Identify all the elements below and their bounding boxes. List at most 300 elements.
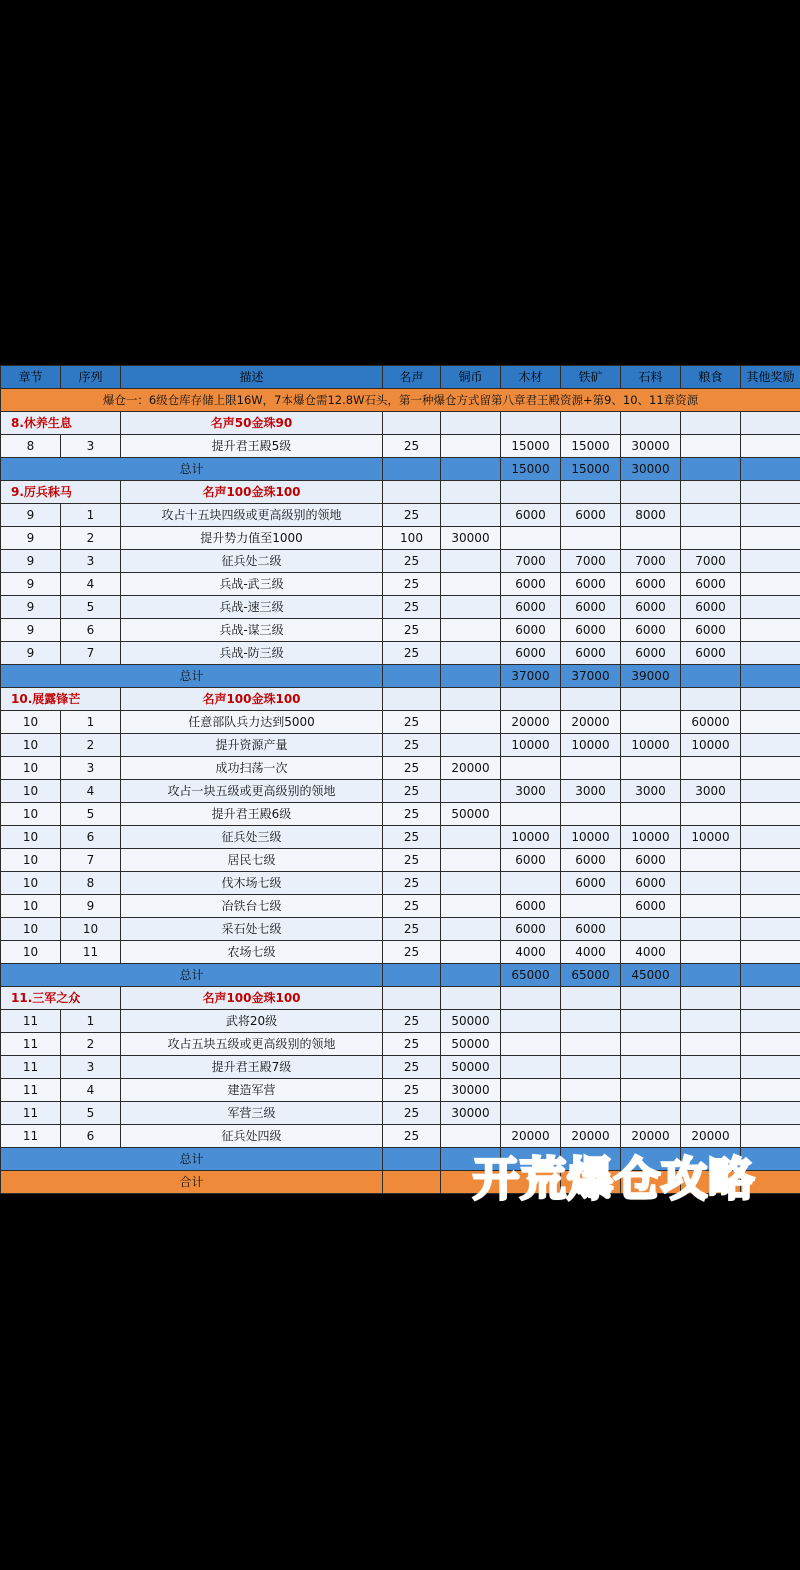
table-cell xyxy=(561,1079,621,1102)
resource-table xyxy=(0,365,800,1194)
table-cell: 6000 xyxy=(501,504,561,527)
empty-cell xyxy=(501,412,561,435)
table-cell: 任意部队兵力达到5000 xyxy=(121,711,383,734)
table-cell xyxy=(561,1010,621,1033)
table-cell: 8 xyxy=(61,872,121,895)
empty-cell xyxy=(741,987,800,1010)
table-cell xyxy=(501,757,561,780)
table-cell xyxy=(681,918,741,941)
table-cell: 9 xyxy=(61,895,121,918)
table-cell xyxy=(741,734,800,757)
table-row xyxy=(1,1056,800,1079)
table-cell xyxy=(561,527,621,550)
empty-cell xyxy=(441,987,501,1010)
table-row xyxy=(1,941,800,964)
table-cell: 征兵处二级 xyxy=(121,550,383,573)
table-row xyxy=(1,711,800,734)
table-cell: 10000 xyxy=(561,734,621,757)
empty-cell xyxy=(383,1171,441,1194)
empty-cell xyxy=(441,458,501,481)
total-iron: 65000 xyxy=(561,964,621,987)
table-cell xyxy=(741,1125,800,1148)
empty-cell xyxy=(741,412,800,435)
empty-cell xyxy=(681,688,741,711)
table-cell: 采石处七级 xyxy=(121,918,383,941)
empty-cell xyxy=(561,987,621,1010)
table-cell xyxy=(441,573,501,596)
table-row xyxy=(1,918,800,941)
total-label: 总计 xyxy=(1,1148,383,1171)
empty-cell xyxy=(681,665,741,688)
table-cell xyxy=(621,757,681,780)
empty-cell xyxy=(681,987,741,1010)
table-cell: 30000 xyxy=(621,435,681,458)
table-cell: 11 xyxy=(1,1010,61,1033)
table-cell xyxy=(741,550,800,573)
table-cell: 10 xyxy=(1,780,61,803)
table-cell: 25 xyxy=(383,504,441,527)
table-cell: 兵战-谋三级 xyxy=(121,619,383,642)
table-cell: 6000 xyxy=(501,895,561,918)
table-cell xyxy=(441,826,501,849)
table-row xyxy=(1,826,800,849)
table-cell: 9 xyxy=(1,619,61,642)
section-total-row xyxy=(1,665,800,688)
table-cell xyxy=(741,1033,800,1056)
total-stone: 39000 xyxy=(621,665,681,688)
table-cell xyxy=(561,1102,621,1125)
table-cell: 20000 xyxy=(501,711,561,734)
table-cell xyxy=(441,711,501,734)
table-cell: 2 xyxy=(61,1033,121,1056)
table-cell: 9 xyxy=(1,642,61,665)
table-cell: 10000 xyxy=(561,826,621,849)
table-row xyxy=(1,435,800,458)
table-cell: 11 xyxy=(1,1079,61,1102)
table-cell: 6000 xyxy=(561,504,621,527)
table-cell: 6 xyxy=(61,619,121,642)
table-cell: 25 xyxy=(383,849,441,872)
table-cell: 9 xyxy=(1,527,61,550)
table-cell: 7000 xyxy=(681,550,741,573)
table-cell: 10 xyxy=(1,872,61,895)
table-cell: 25 xyxy=(383,550,441,573)
table-row xyxy=(1,504,800,527)
table-cell: 5 xyxy=(61,803,121,826)
table-cell: 4000 xyxy=(561,941,621,964)
header-cell: 序列 xyxy=(61,366,121,389)
table-cell xyxy=(741,780,800,803)
header-cell: 章节 xyxy=(1,366,61,389)
table-row xyxy=(1,550,800,573)
table-cell: 20000 xyxy=(561,1125,621,1148)
section-header-row xyxy=(1,412,800,435)
empty-cell xyxy=(621,412,681,435)
header-cell: 铜币 xyxy=(441,366,501,389)
table-cell xyxy=(681,1056,741,1079)
table-cell: 100 xyxy=(383,527,441,550)
table-cell: 25 xyxy=(383,734,441,757)
total-wood: 37000 xyxy=(501,665,561,688)
table-cell: 攻占五块五级或更高级别的领地 xyxy=(121,1033,383,1056)
table-cell xyxy=(441,895,501,918)
section-reward: 名声100金珠100 xyxy=(121,987,383,1010)
table-cell: 10000 xyxy=(621,826,681,849)
section-total-row xyxy=(1,458,800,481)
table-row xyxy=(1,1125,800,1148)
table-cell xyxy=(681,803,741,826)
table-row xyxy=(1,803,800,826)
table-cell: 6000 xyxy=(501,619,561,642)
table-cell: 6 xyxy=(61,826,121,849)
table-cell xyxy=(441,596,501,619)
table-cell xyxy=(741,573,800,596)
empty-cell xyxy=(383,665,441,688)
table-cell: 25 xyxy=(383,642,441,665)
table-cell: 10 xyxy=(1,826,61,849)
table-cell: 11 xyxy=(1,1033,61,1056)
empty-cell xyxy=(441,688,501,711)
section-title: 9.厉兵秣马 xyxy=(1,481,121,504)
table-cell: 25 xyxy=(383,872,441,895)
empty-cell xyxy=(621,481,681,504)
table-cell xyxy=(681,435,741,458)
table-cell: 10 xyxy=(1,734,61,757)
resource-table-sheet xyxy=(0,365,800,1194)
table-cell xyxy=(621,1079,681,1102)
table-cell: 3 xyxy=(61,435,121,458)
table-row xyxy=(1,1102,800,1125)
table-cell: 20000 xyxy=(681,1125,741,1148)
empty-cell xyxy=(501,688,561,711)
table-cell xyxy=(741,435,800,458)
table-cell: 11 xyxy=(61,941,121,964)
table-cell xyxy=(741,757,800,780)
table-cell: 20000 xyxy=(501,1125,561,1148)
table-cell: 10 xyxy=(61,918,121,941)
total-iron: 15000 xyxy=(561,458,621,481)
table-cell xyxy=(621,1102,681,1125)
note-text: 爆仓一：6级仓库存储上限16W，7本爆仓需12.8W石头，第一种爆仓方式留第八章君王殿资源+第9、10、11章资源 xyxy=(1,389,800,412)
table-cell: 6000 xyxy=(561,573,621,596)
table-cell xyxy=(441,504,501,527)
section-reward: 名声50金珠90 xyxy=(121,412,383,435)
table-cell: 25 xyxy=(383,918,441,941)
table-cell: 10 xyxy=(1,803,61,826)
table-cell xyxy=(681,527,741,550)
table-cell: 30000 xyxy=(441,1079,501,1102)
table-row xyxy=(1,619,800,642)
section-reward: 名声100金珠100 xyxy=(121,481,383,504)
table-cell: 2 xyxy=(61,734,121,757)
empty-cell xyxy=(561,481,621,504)
table-cell xyxy=(681,1079,741,1102)
table-cell: 6000 xyxy=(501,918,561,941)
table-row xyxy=(1,895,800,918)
table-cell: 6000 xyxy=(681,619,741,642)
table-cell: 攻占十五块四级或更高级别的领地 xyxy=(121,504,383,527)
table-cell: 6000 xyxy=(681,642,741,665)
table-cell: 10000 xyxy=(501,826,561,849)
table-cell: 25 xyxy=(383,826,441,849)
table-row xyxy=(1,757,800,780)
overlay-title: 开荒爆仓攻略 xyxy=(473,1152,755,1206)
table-row xyxy=(1,849,800,872)
empty-cell xyxy=(383,964,441,987)
table-cell xyxy=(501,1010,561,1033)
table-cell: 6000 xyxy=(621,895,681,918)
table-cell xyxy=(441,872,501,895)
table-cell: 提升君王殿7级 xyxy=(121,1056,383,1079)
table-cell xyxy=(741,941,800,964)
table-cell: 50000 xyxy=(441,1056,501,1079)
table-cell: 5 xyxy=(61,1102,121,1125)
table-cell: 居民七级 xyxy=(121,849,383,872)
table-cell xyxy=(741,1079,800,1102)
table-cell xyxy=(741,918,800,941)
table-cell xyxy=(561,1033,621,1056)
table-cell xyxy=(441,780,501,803)
table-cell: 6000 xyxy=(681,573,741,596)
table-cell: 伐木场七级 xyxy=(121,872,383,895)
table-cell xyxy=(741,642,800,665)
table-cell: 25 xyxy=(383,573,441,596)
table-row xyxy=(1,1033,800,1056)
section-total-row xyxy=(1,964,800,987)
total-iron: 37000 xyxy=(561,665,621,688)
table-cell: 6000 xyxy=(561,872,621,895)
table-cell: 10000 xyxy=(501,734,561,757)
table-row xyxy=(1,1010,800,1033)
empty-cell xyxy=(621,688,681,711)
table-cell: 6000 xyxy=(621,573,681,596)
table-cell xyxy=(561,895,621,918)
section-header-row xyxy=(1,987,800,1010)
table-cell: 6000 xyxy=(501,849,561,872)
empty-cell xyxy=(383,412,441,435)
empty-cell xyxy=(681,412,741,435)
empty-cell xyxy=(383,458,441,481)
total-wood: 15000 xyxy=(501,458,561,481)
table-cell: 10000 xyxy=(681,734,741,757)
table-cell: 4 xyxy=(61,573,121,596)
empty-cell xyxy=(561,412,621,435)
table-cell: 提升势力值至1000 xyxy=(121,527,383,550)
section-title: 10.展露锋芒 xyxy=(1,688,121,711)
table-cell xyxy=(501,1056,561,1079)
table-header-row xyxy=(1,366,800,389)
section-reward: 名声100金珠100 xyxy=(121,688,383,711)
empty-cell xyxy=(741,481,800,504)
note-row xyxy=(1,389,800,412)
table-cell xyxy=(441,918,501,941)
table-cell: 7000 xyxy=(621,550,681,573)
total-label: 总计 xyxy=(1,458,383,481)
table-cell: 25 xyxy=(383,757,441,780)
table-cell xyxy=(681,849,741,872)
table-cell: 25 xyxy=(383,1033,441,1056)
table-cell xyxy=(681,941,741,964)
table-row xyxy=(1,573,800,596)
empty-cell xyxy=(383,688,441,711)
table-cell: 3000 xyxy=(501,780,561,803)
table-cell: 60000 xyxy=(681,711,741,734)
table-cell xyxy=(501,1079,561,1102)
table-cell xyxy=(621,1010,681,1033)
empty-cell xyxy=(501,987,561,1010)
table-cell: 6000 xyxy=(561,596,621,619)
table-cell: 25 xyxy=(383,1056,441,1079)
table-cell xyxy=(681,1010,741,1033)
table-cell xyxy=(681,1102,741,1125)
table-cell: 6000 xyxy=(621,849,681,872)
table-cell xyxy=(741,826,800,849)
empty-cell xyxy=(681,481,741,504)
table-cell xyxy=(561,803,621,826)
section-header-row xyxy=(1,688,800,711)
table-cell: 3 xyxy=(61,550,121,573)
empty-cell xyxy=(621,987,681,1010)
table-cell: 农场七级 xyxy=(121,941,383,964)
empty-cell xyxy=(441,964,501,987)
table-cell xyxy=(741,1056,800,1079)
table-cell: 11 xyxy=(1,1056,61,1079)
table-cell xyxy=(621,803,681,826)
table-row xyxy=(1,527,800,550)
table-cell xyxy=(621,527,681,550)
table-cell: 6000 xyxy=(621,619,681,642)
table-cell: 3 xyxy=(61,1056,121,1079)
table-cell xyxy=(441,642,501,665)
table-cell: 4000 xyxy=(501,941,561,964)
table-cell: 8 xyxy=(1,435,61,458)
table-cell: 1 xyxy=(61,504,121,527)
table-cell xyxy=(441,849,501,872)
table-cell: 25 xyxy=(383,596,441,619)
section-title: 11.三军之众 xyxy=(1,987,121,1010)
table-cell: 6000 xyxy=(561,849,621,872)
table-cell: 6000 xyxy=(621,596,681,619)
table-cell: 10 xyxy=(1,895,61,918)
table-cell: 冶铁台七级 xyxy=(121,895,383,918)
table-cell xyxy=(741,596,800,619)
header-cell: 石料 xyxy=(621,366,681,389)
table-cell: 2 xyxy=(61,527,121,550)
table-cell: 武将20级 xyxy=(121,1010,383,1033)
table-cell xyxy=(621,1056,681,1079)
table-cell xyxy=(621,918,681,941)
header-cell: 木材 xyxy=(501,366,561,389)
table-cell xyxy=(741,711,800,734)
table-cell: 10 xyxy=(1,941,61,964)
table-cell: 7000 xyxy=(501,550,561,573)
table-cell: 6000 xyxy=(621,642,681,665)
table-cell: 10 xyxy=(1,849,61,872)
table-cell: 25 xyxy=(383,1125,441,1148)
table-cell xyxy=(621,1033,681,1056)
table-cell: 3000 xyxy=(681,780,741,803)
table-cell: 6000 xyxy=(501,573,561,596)
table-cell: 9 xyxy=(1,596,61,619)
table-cell: 20000 xyxy=(621,1125,681,1148)
table-cell: 征兵处四级 xyxy=(121,1125,383,1148)
table-cell xyxy=(741,803,800,826)
table-row xyxy=(1,1079,800,1102)
table-row xyxy=(1,780,800,803)
table-cell: 兵战-武三级 xyxy=(121,573,383,596)
table-cell: 10000 xyxy=(681,826,741,849)
header-cell: 粮食 xyxy=(681,366,741,389)
empty-cell xyxy=(741,688,800,711)
table-cell xyxy=(441,941,501,964)
table-cell: 1 xyxy=(61,711,121,734)
table-cell xyxy=(441,435,501,458)
table-cell xyxy=(501,872,561,895)
table-cell: 7000 xyxy=(561,550,621,573)
table-cell: 10000 xyxy=(621,734,681,757)
table-cell xyxy=(741,1102,800,1125)
table-cell: 25 xyxy=(383,803,441,826)
empty-cell xyxy=(681,964,741,987)
table-cell: 25 xyxy=(383,1079,441,1102)
table-cell xyxy=(681,1033,741,1056)
table-cell: 军营三级 xyxy=(121,1102,383,1125)
table-cell xyxy=(501,1102,561,1125)
table-cell: 6000 xyxy=(561,642,621,665)
table-cell: 5 xyxy=(61,596,121,619)
table-cell xyxy=(621,711,681,734)
header-cell: 描述 xyxy=(121,366,383,389)
table-cell: 提升君王殿6级 xyxy=(121,803,383,826)
empty-cell xyxy=(383,481,441,504)
section-title: 8.休养生息 xyxy=(1,412,121,435)
header-cell: 铁矿 xyxy=(561,366,621,389)
section-header-row xyxy=(1,481,800,504)
table-cell: 25 xyxy=(383,711,441,734)
table-row xyxy=(1,642,800,665)
grand-total-label: 合计 xyxy=(1,1171,383,1194)
table-cell xyxy=(741,1010,800,1033)
table-cell: 15000 xyxy=(561,435,621,458)
table-cell xyxy=(501,527,561,550)
table-cell: 8000 xyxy=(621,504,681,527)
table-cell: 30000 xyxy=(441,527,501,550)
empty-cell xyxy=(741,665,800,688)
table-cell: 6000 xyxy=(561,918,621,941)
table-cell xyxy=(681,895,741,918)
empty-cell xyxy=(561,688,621,711)
table-row xyxy=(1,596,800,619)
table-cell: 10 xyxy=(1,918,61,941)
table-cell: 25 xyxy=(383,895,441,918)
table-cell xyxy=(741,872,800,895)
table-cell: 兵战-速三级 xyxy=(121,596,383,619)
empty-cell xyxy=(383,1148,441,1171)
empty-cell xyxy=(741,964,800,987)
table-cell: 7 xyxy=(61,849,121,872)
total-stone: 30000 xyxy=(621,458,681,481)
table-cell: 11 xyxy=(1,1125,61,1148)
empty-cell xyxy=(383,987,441,1010)
table-cell: 4 xyxy=(61,1079,121,1102)
table-cell xyxy=(741,849,800,872)
table-cell: 4000 xyxy=(621,941,681,964)
empty-cell xyxy=(441,412,501,435)
table-cell: 25 xyxy=(383,1102,441,1125)
table-cell xyxy=(561,1056,621,1079)
table-cell xyxy=(681,872,741,895)
table-cell: 6000 xyxy=(501,642,561,665)
